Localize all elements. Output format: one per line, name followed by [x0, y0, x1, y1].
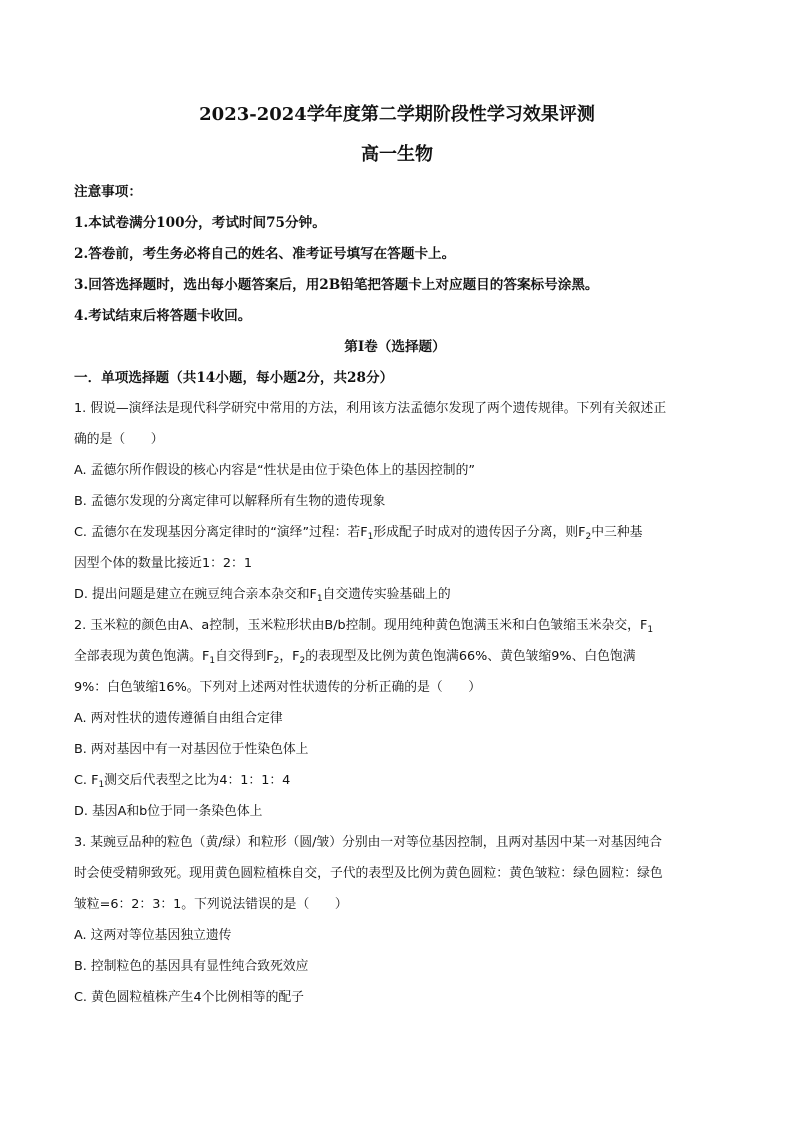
q1-option-c-line1 [74, 523, 716, 554]
q3-stem-line3: 皱粒=6：2：3：1。下列说法错误的是（ ） [74, 897, 348, 912]
subscript: 2 [299, 656, 306, 666]
q1-option-c-text-a: C. 孟德尔在发现基因分离定律时的“演绎”过程：若F [74, 525, 368, 540]
section-heading: 一．单项选择题（共14小题，每小题2分，共28分） [74, 370, 394, 386]
q1-option-c-line2: 因型个体的数量比接近1：2：1 [74, 556, 252, 571]
q1-option-d-text-b: 自交遗传实验基础上的 [322, 587, 451, 602]
subscript: 2 [585, 532, 592, 542]
q1-option-c-text-c: 中三种基 [591, 525, 643, 540]
part-title: 第I卷（选择题） [344, 339, 446, 355]
q2-option-a: A. 两对性状的遗传遵循自由组合定律 [74, 711, 283, 726]
q2-option-d: D. 基因A和b位于同一条染色体上 [74, 804, 263, 819]
notice-item-1: 1.本试卷满分100分，考试时间75分钟。 [74, 215, 326, 231]
exam-body [74, 182, 716, 1019]
q2-stem-text: 2. 玉米粒的颜色由A、a控制，玉米粒形状由B/b控制。现用纯种黄色饱满玉米和白色皱缩玉米杂交，F [74, 618, 648, 633]
q3-option-c: C. 黄色圆粒植株产生4个比例相等的配子 [74, 990, 304, 1005]
subscript: 1 [367, 532, 374, 542]
q2-option-c [74, 771, 716, 802]
q3-stem-line1: 3. 某豌豆品种的粒色（黄/绿）和粒形（圆/皱）分别由一对等位基因控制，且两对基因中某一对基因纯合 [74, 835, 662, 850]
subscript: 1 [209, 656, 216, 666]
subscript: 2 [273, 656, 280, 666]
notice-heading: 注意事项： [74, 184, 142, 200]
q2-option-c-text-b: 测交后代表型之比为4：1：1：4 [104, 773, 291, 788]
notice-item-3: 3.回答选择题时，选出每小题答案后，用2B铅笔把答题卡上对应题目的答案标号涂黑。 [74, 277, 599, 293]
q1-option-d-text-a: D. 提出问题是建立在豌豆纯合亲本杂交和F [74, 587, 317, 602]
notice-item-2: 2.答卷前，考生务必将自己的姓名、准考证号填写在答题卡上。 [74, 246, 456, 262]
q1-option-a: A. 孟德尔所作假设的核心内容是“性状是由位于染色体上的基因控制的” [74, 463, 476, 478]
q2-option-b: B. 两对基因中有一对基因位于性染色体上 [74, 742, 309, 757]
q3-option-b: B. 控制粒色的基因具有显性纯合致死效应 [74, 959, 309, 974]
subscript: 1 [647, 625, 654, 635]
notice-item-4: 4.考试结束后将答题卡收回。 [74, 308, 252, 324]
q2-option-c-text-a: C. F [74, 773, 99, 788]
subscript: 1 [98, 780, 105, 790]
q1-stem-line1: 1. 假说—演绎法是现代科学研究中常用的方法，利用该方法孟德尔发现了两个遗传规律。下列有关叙述正 [74, 401, 667, 416]
exam-subject: 高一生物 [361, 144, 433, 165]
exam-title: 2023-2024学年度第二学期阶段性学习效果评测 [199, 104, 595, 125]
q3-option-a: A. 这两对等位基因独立遗传 [74, 928, 232, 943]
q2-stem-line1 [74, 616, 716, 647]
q2-stem-text-b: 自交得到F [215, 649, 274, 664]
q1-stem-line2: 确的是（ ） [74, 432, 164, 447]
q2-stem-line2 [74, 647, 716, 678]
q2-stem-text-c: ，F [279, 649, 300, 664]
q2-stem-text-a: 全部表现为黄色饱满。F [74, 649, 210, 664]
q1-option-d [74, 585, 716, 616]
q2-stem-text-d: 的表现型及比例为黄色饱满66%、黄色皱缩9%、白色饱满 [305, 649, 636, 664]
q1-option-c-text-b: 形成配子时成对的遗传因子分离，则F [373, 525, 586, 540]
q2-stem-line3: 9%：白色皱缩16%。下列对上述两对性状遗传的分析正确的是（ ） [74, 680, 482, 695]
q3-stem-line2: 时会使受精卵致死。现用黄色圆粒植株自交，子代的表型及比例为黄色圆粒：黄色皱粒：绿色圆粒：绿色 [74, 866, 663, 881]
subscript: 1 [316, 594, 323, 604]
q1-option-b: B. 孟德尔发现的分离定律可以解释所有生物的遗传现象 [74, 494, 386, 509]
